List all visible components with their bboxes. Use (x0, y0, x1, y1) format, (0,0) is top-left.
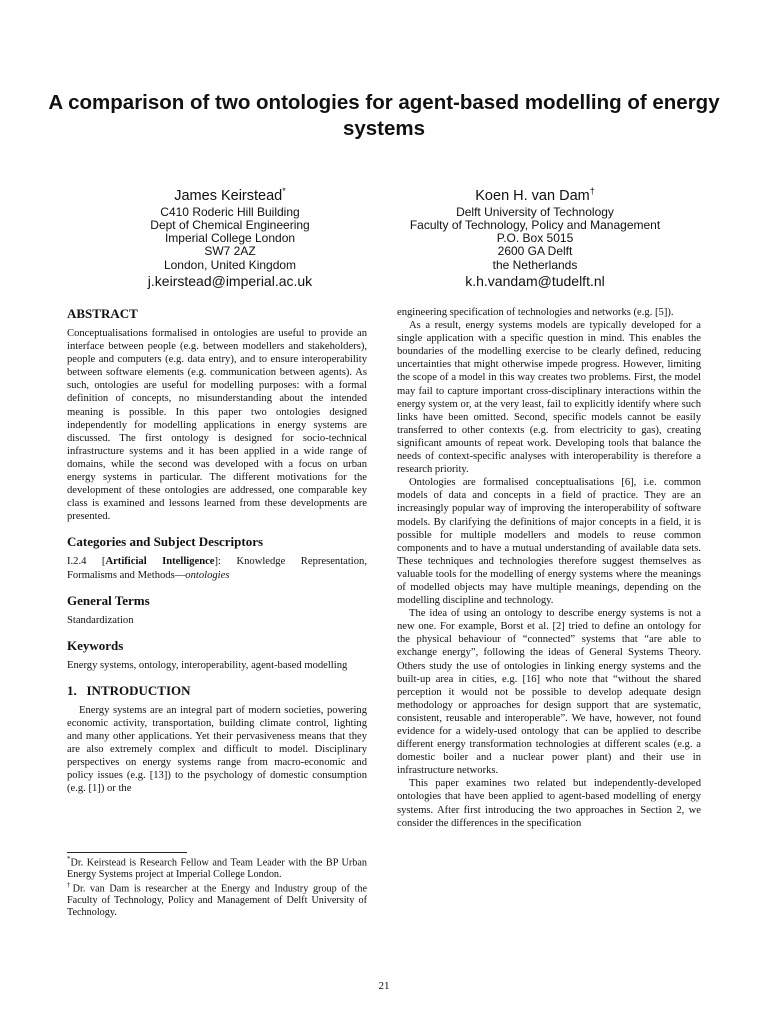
keywords-heading: Keywords (67, 637, 124, 653)
categories-heading: Categories and Subject Descriptors (67, 534, 264, 550)
abstract-text: Conceptualisations formalised in ontologies are useful to provide an interface between people (e.g. between modellers and stakeholders), people and computers (e.g. data entry), and to ensure interoperability between software elements (e.g. communication between agents). As such, ontologies are useful for modelling purposes: with a formal definition of concepts, no misunderstanding about the intended meaning is possible. In this paper two ontologies designed independently for modelling applications in energy systems are discussed. The first ontology is designed for socio-technical infrastructure systems and it has been applied in a wide range of domains, while the second was developed with a focus on urban energy systems in particular. The different motivations for the development of these ontologies are addressed, one comparable key class is examined and lessons learned from these developments are presented. (67, 328, 367, 523)
affiliation-line: Dept of Chemical Engineering (150, 218, 310, 233)
footnotes (67, 854, 367, 918)
body-paragraph: The idea of using an ontology to describe energy systems is not a new one. For example, Borst et al. [2] tried to define an ontology for the physical behaviour of “connected” systems that “are able to exchange energy”, following the ideas of General Systems Theory. Others study the use of ontologies in linking energy systems and the built-up area in cities, e.g. [16] who note that “without the shared perception it would not be possible to develop adequate design methodology or approaches for design support that are systematic, consistent, reusable and interoperable”. We have, however, not found evidence for a widely-used ontology that can be applied to describe different energy transformation technologies at different scales (e.g. a domestic boiler and a nuclear power plant) and their use in infrastructure networks. (397, 608, 701, 777)
affiliation-line: London, United Kingdom (163, 257, 297, 272)
keywords-text: Energy systems, ontology, interoperability, agent-based modelling (67, 659, 348, 671)
affiliation-line: Faculty of Technology, Policy and Management (409, 218, 661, 233)
introduction-heading: 1. INTRODUCTION (67, 682, 191, 698)
affiliation-line: 2600 GA Delft (497, 244, 573, 259)
abstract-heading: ABSTRACT (67, 306, 138, 321)
affiliation-line: C410 Roderic Hill Building (160, 204, 300, 219)
paper-title: A comparison of two ontologies for agent-based modelling of energy systems (48, 91, 720, 140)
left-column (67, 306, 367, 795)
affiliation-line: the Netherlands (492, 257, 578, 272)
author-block-1 (110, 182, 350, 290)
author-email[interactable]: k.h.vandam@tudelft.nl (465, 272, 605, 289)
general-terms-heading: General Terms (67, 592, 150, 608)
body-paragraph: engineering specification of technologies and networks (e.g. [5]). (397, 307, 674, 318)
categories-text: I.2.4 [Artificial Intelligence]: Knowledge Representation, Formalisms and Methods—ontologies (67, 556, 367, 581)
author-name: James Keirstead* (174, 186, 286, 204)
right-column (397, 306, 701, 830)
affiliation-line: SW7 2AZ (204, 244, 256, 259)
affiliation-line: P.O. Box 5015 (496, 231, 574, 246)
body-paragraph: Ontologies are formalised conceptualisations [6], i.e. common models of data and concepts in a field of practice. They are an increasingly popular way of improving the interoperability of software models. By clarifying the definitions of major concepts in a field, it is possible for multiple modellers and models to reuse common components and to have a mutual understanding of available data sets. These techniques and technologies therefore suggest themselves as valuable tools for the modelling of energy systems where the meanings of modelled objects may have multiple meanings, depending on the modelling discipline and technology. (397, 477, 701, 607)
body-paragraph: As a result, energy systems models are typically developed for a single application with a specific question in mind. This enables the boundaries of the modelling exercise to be clearly defined, reducing uncertainties that might otherwise impede progress. However, limiting the scope of a model in this way creates two problems. First, the model may fail to capture important cross-disciplinary interactions within the energy system or, at the very least, fail to explicitly identify where such links have been omitted. Second, specific models cannot be easily transferred to other contexts (e.g. from electricity to gas), creating significant amounts of repeat work. Developing tools that balance the needs of context-specific analyses with interoperability is therefore a research priority. (397, 320, 701, 476)
affiliation-line: Delft University of Technology (456, 204, 614, 219)
footnote-divider (67, 852, 187, 853)
page-number: 21 (378, 980, 390, 992)
body-paragraph: This paper examines two related but independently-developed ontologies that have been applied to agent-based modelling of energy systems. After first introducing the two approaches in Section 2, we consider the differences in the specification (397, 778, 701, 829)
footnote: *Dr. Keirstead is Research Fellow and Team Leader with the BP Urban Energy Systems project at Imperial College London. (67, 855, 367, 880)
author-email[interactable]: j.keirstead@imperial.ac.uk (147, 272, 313, 289)
author-block-2 (380, 182, 690, 290)
author-name: Koen H. van Dam† (475, 186, 595, 204)
footnote: †Dr. van Dam is researcher at the Energy and Industry group of the Faculty of Technology, Policy and Management of Delft University of Technology. (67, 881, 368, 918)
author-mark: † (589, 186, 595, 196)
author-mark: * (282, 186, 286, 196)
affiliation-line: Imperial College London (164, 231, 296, 246)
general-terms-text: Standardization (67, 614, 134, 626)
introduction-paragraph: Energy systems are an integral part of modern societies, powering economic activity, transportation, building climate control, lighting and many other applications. Yet their pervasiveness means that they are also extremely complex and difficult to model. Disciplinary perspectives on energy systems range from macro-economic and policy issues (e.g. [13]) to the psychology of domestic consumption (e.g. [1]) or the (67, 704, 367, 795)
